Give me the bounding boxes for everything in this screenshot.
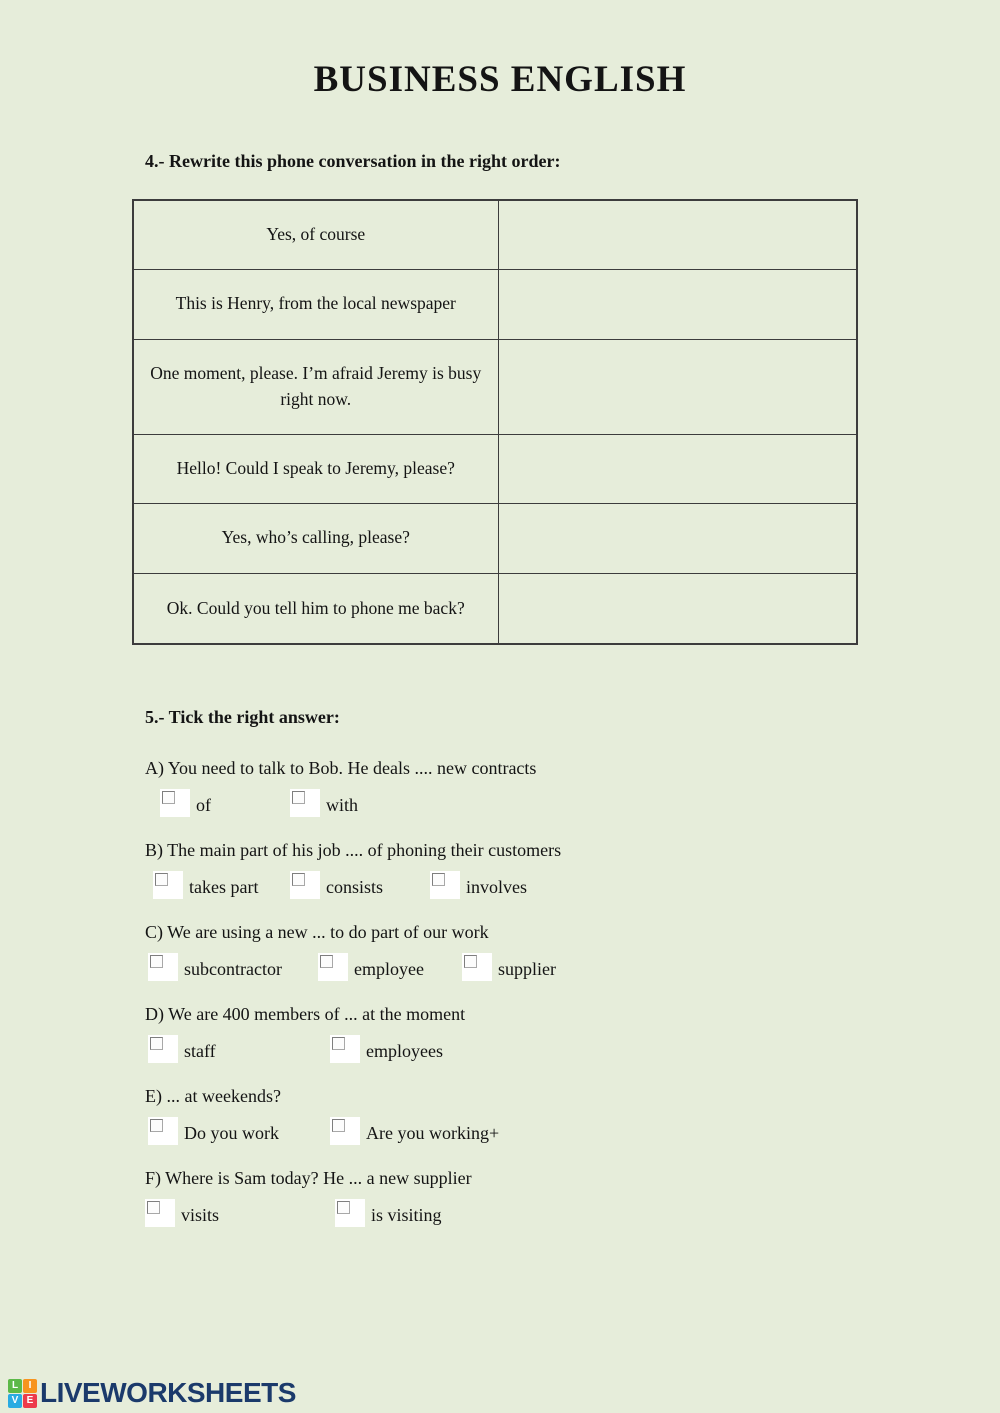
- checkbox-box[interactable]: [148, 1035, 178, 1063]
- option-label: employees: [366, 1041, 443, 1061]
- logo-square-v: V: [8, 1394, 22, 1408]
- table-row: [133, 269, 857, 339]
- options-row: [145, 1033, 1000, 1063]
- checkbox-box[interactable]: [148, 1117, 178, 1145]
- answer-cell[interactable]: [498, 573, 857, 644]
- phrase-cell: Hello! Could I speak to Jeremy, please?: [133, 434, 498, 503]
- question-text: F) Where is Sam today? He ... a new supplier: [145, 1168, 472, 1188]
- conversation-order-table: [132, 199, 858, 645]
- question-a: [145, 756, 1000, 817]
- quiz-section: [145, 756, 1000, 1227]
- checkbox-box[interactable]: [290, 871, 320, 899]
- option-label: of: [196, 795, 211, 815]
- checkbox[interactable]: [464, 955, 477, 968]
- option-label: with: [326, 795, 359, 815]
- question-b: [145, 838, 1000, 899]
- checkbox[interactable]: [147, 1201, 160, 1214]
- option: [290, 789, 358, 817]
- option: [462, 953, 556, 981]
- checkbox-box[interactable]: [160, 789, 190, 817]
- options-row: [145, 951, 1000, 981]
- checkbox-box[interactable]: [290, 789, 320, 817]
- option: [335, 1199, 442, 1227]
- page-title: BUSINESS ENGLISH: [313, 59, 687, 100]
- option-label: employee: [354, 959, 424, 979]
- logo-square-i: I: [23, 1379, 37, 1393]
- option: [148, 953, 318, 981]
- question-c: [145, 920, 1000, 981]
- checkbox-box[interactable]: [153, 871, 183, 899]
- option-label: supplier: [498, 959, 556, 979]
- checkbox-box[interactable]: [330, 1035, 360, 1063]
- answer-cell[interactable]: [498, 339, 857, 434]
- options-row: [145, 1115, 1000, 1145]
- option-label: consists: [326, 877, 384, 897]
- checkbox[interactable]: [337, 1201, 350, 1214]
- checkbox[interactable]: [155, 873, 168, 886]
- question-f: [145, 1166, 1000, 1227]
- option-label: staff: [184, 1041, 216, 1061]
- phrase-cell: One moment, please. I’m afraid Jeremy is busy right now.: [133, 339, 498, 434]
- answer-cell[interactable]: [498, 503, 857, 573]
- option-label: involves: [466, 877, 527, 897]
- options-row: [145, 869, 1000, 899]
- question-text: B) The main part of his job .... of phoning their customers: [145, 840, 562, 860]
- option: [148, 1035, 330, 1063]
- option: [330, 1035, 443, 1063]
- exercise4-heading: 4.- Rewrite this phone conversation in the right order:: [145, 151, 561, 171]
- option: [330, 1117, 499, 1145]
- option: [160, 789, 290, 817]
- question-text: C) We are using a new ... to do part of our work: [145, 922, 489, 942]
- checkbox[interactable]: [320, 955, 333, 968]
- option: [430, 871, 527, 899]
- exercise5-heading: 5.- Tick the right answer:: [145, 707, 340, 727]
- logo-wordmark: LIVEWORKSHEETS: [40, 1377, 296, 1408]
- table-row: [133, 503, 857, 573]
- option-label: Do you work: [184, 1123, 279, 1143]
- answer-cell[interactable]: [498, 269, 857, 339]
- options-row: [145, 787, 1000, 817]
- checkbox[interactable]: [150, 1037, 163, 1050]
- checkbox-box[interactable]: [330, 1117, 360, 1145]
- answer-cell[interactable]: [498, 434, 857, 503]
- option: [153, 871, 290, 899]
- option: [290, 871, 430, 899]
- option-label: subcontractor: [184, 959, 282, 979]
- option-label: visits: [181, 1205, 220, 1225]
- checkbox[interactable]: [432, 873, 445, 886]
- checkbox-box[interactable]: [335, 1199, 365, 1227]
- phrase-cell: Yes, who’s calling, please?: [133, 503, 498, 573]
- checkbox[interactable]: [332, 1037, 345, 1050]
- question-text: A) You need to talk to Bob. He deals .... new contracts: [145, 758, 537, 778]
- checkbox-box[interactable]: [318, 953, 348, 981]
- checkbox[interactable]: [150, 955, 163, 968]
- liveworksheets-logo: [8, 1377, 296, 1409]
- option-label: takes part: [189, 877, 259, 897]
- checkbox-box[interactable]: [148, 953, 178, 981]
- option-label: Are you working+: [366, 1123, 500, 1143]
- phrase-cell: This is Henry, from the local newspaper: [133, 269, 498, 339]
- checkbox-box[interactable]: [430, 871, 460, 899]
- answer-cell[interactable]: [498, 200, 857, 269]
- phrase-cell: Ok. Could you tell him to phone me back?: [133, 573, 498, 644]
- logo-square-e: E: [23, 1394, 37, 1408]
- checkbox[interactable]: [292, 791, 305, 804]
- checkbox[interactable]: [332, 1119, 345, 1132]
- liveworksheets-logo-icon: [8, 1379, 37, 1408]
- option: [318, 953, 462, 981]
- question-e: [145, 1084, 1000, 1145]
- checkbox-box[interactable]: [145, 1199, 175, 1227]
- checkbox-box[interactable]: [462, 953, 492, 981]
- question-text: E) ... at weekends?: [145, 1086, 281, 1106]
- phrase-cell: Yes, of course: [133, 200, 498, 269]
- options-row: [145, 1197, 1000, 1227]
- question-d: [145, 1002, 1000, 1063]
- checkbox[interactable]: [162, 791, 175, 804]
- table-row: [133, 434, 857, 503]
- table-row: [133, 573, 857, 644]
- option: [148, 1117, 330, 1145]
- question-text: D) We are 400 members of ... at the moment: [145, 1004, 466, 1024]
- logo-square-l: L: [8, 1379, 22, 1393]
- option: [145, 1199, 335, 1227]
- checkbox[interactable]: [292, 873, 305, 886]
- table-row: [133, 200, 857, 269]
- option-label: is visiting: [371, 1205, 442, 1225]
- checkbox[interactable]: [150, 1119, 163, 1132]
- table-row: [133, 339, 857, 434]
